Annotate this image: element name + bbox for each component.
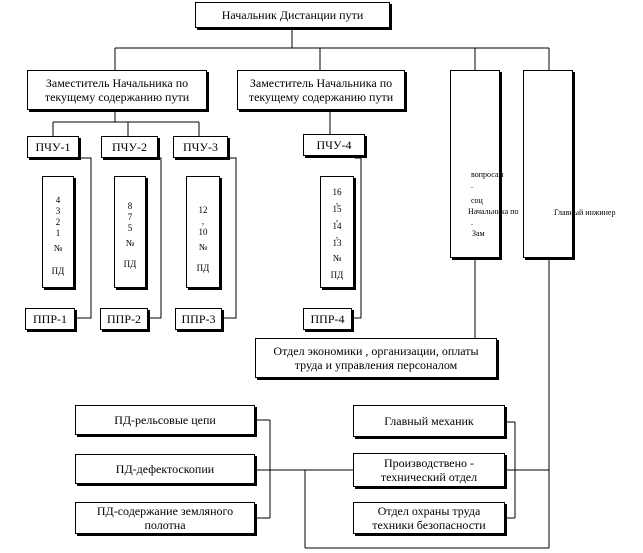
pd-4-v4: , xyxy=(335,213,339,223)
pd-1-v3: 2 xyxy=(55,217,61,227)
pd-4-v6: , xyxy=(335,230,339,240)
pd-2-v1: 8 xyxy=(127,201,133,211)
deputy-1-label: Заместитель Начальника по текущему содержанию пути xyxy=(44,76,190,104)
pchu-3-box xyxy=(173,136,228,158)
chief-mechanic-label: Главный механик xyxy=(384,414,474,428)
pd-rail-label: ПД-рельсовые цепи xyxy=(114,413,216,427)
pd-2-v5: ПД xyxy=(123,259,137,269)
ppr-3-box xyxy=(175,308,222,330)
production-dept-box xyxy=(353,453,505,487)
pd-3-v2: , xyxy=(201,216,205,226)
deputy-3-line-4: Начальника по xyxy=(468,207,519,216)
pchu-3-label: ПЧУ-3 xyxy=(183,140,218,154)
pd-2-v4: № xyxy=(125,238,135,248)
pd-earth-box xyxy=(75,502,255,534)
head-of-distance-label: Начальник Дистанции пути xyxy=(221,8,364,22)
pd-column-4 xyxy=(320,176,354,288)
pd-1-v2: 3 xyxy=(55,206,61,216)
pd-4-v9: ПД xyxy=(330,270,344,280)
pd-1-v1: 4 xyxy=(55,195,61,205)
deputy-3-line-5: . xyxy=(471,218,473,227)
ppr-4-label: ППР-4 xyxy=(310,312,345,326)
pchu-4-box xyxy=(303,134,365,156)
production-dept-label: Производствено - технический отдел xyxy=(380,456,478,484)
pd-3-v1: 12 xyxy=(198,205,208,215)
pchu-1-box xyxy=(27,136,79,158)
pd-column-1 xyxy=(42,176,74,288)
pchu-4-label: ПЧУ-4 xyxy=(316,138,352,152)
chief-engineer-label: Главный инжинер xyxy=(554,208,616,217)
deputy-3-box xyxy=(450,70,519,258)
pd-defect-label: ПД-дефектоскопии xyxy=(115,462,215,476)
pd-4-v8: № xyxy=(332,253,342,263)
ppr-4-box xyxy=(303,308,352,330)
pd-4-v3: 15 xyxy=(332,204,342,214)
deputy-3-line-3: соц xyxy=(471,196,483,205)
pd-1-v4: 1 xyxy=(55,228,61,238)
deputy-1-box xyxy=(27,70,207,110)
ppr-1-label: ППР-1 xyxy=(32,312,67,326)
pd-2-v2: 7 xyxy=(127,212,133,222)
deputy-2-box xyxy=(237,70,405,110)
deputy-2-label: Заместитель Начальника по текущему содержанию пути xyxy=(248,76,394,104)
pd-1-v6: ПД xyxy=(51,266,65,276)
deputy-3-line-1: вопросам xyxy=(471,170,504,179)
pd-earth-label: ПД-содержание земляного полотна xyxy=(96,504,234,532)
pd-column-2 xyxy=(114,176,146,288)
deputy-3-line-2: . xyxy=(471,181,473,190)
pchu-2-label: ПЧУ-2 xyxy=(112,140,147,154)
pchu-2-box xyxy=(101,136,158,158)
pd-4-v5: 14 xyxy=(332,221,342,231)
ppr-2-box xyxy=(100,308,148,330)
pd-3-v3: 10 xyxy=(198,227,208,237)
pd-3-v5: ПД xyxy=(196,263,210,273)
deputy-3-line-6: Зам xyxy=(472,229,485,238)
head-of-distance-box xyxy=(195,2,390,28)
pchu-1-label: ПЧУ-1 xyxy=(35,140,71,154)
pd-1-v5: № xyxy=(53,243,63,253)
pd-2-v3: 5 xyxy=(127,223,133,233)
safety-dept-label: Отдел охраны труда техники безопасности xyxy=(372,504,486,532)
pd-defect-box xyxy=(75,454,255,484)
pd-4-v7: 13 xyxy=(332,238,342,248)
ppr-3-label: ППР-3 xyxy=(181,312,216,326)
pd-column-3 xyxy=(186,176,220,288)
safety-dept-box xyxy=(353,502,505,534)
chief-engineer-box xyxy=(523,70,616,258)
economics-dept-label: Отдел экономики , организации, оплаты труда и управления персоналом xyxy=(273,344,479,372)
pd-4-v1: 16 xyxy=(332,187,342,197)
ppr-2-label: ППР-2 xyxy=(106,312,141,326)
pd-4-v2: , xyxy=(335,196,339,206)
pd-rail-box xyxy=(75,405,255,435)
pd-3-v4: № xyxy=(198,242,208,252)
chief-mechanic-box xyxy=(353,405,505,437)
ppr-1-box xyxy=(25,308,75,330)
economics-dept-box xyxy=(255,338,497,378)
